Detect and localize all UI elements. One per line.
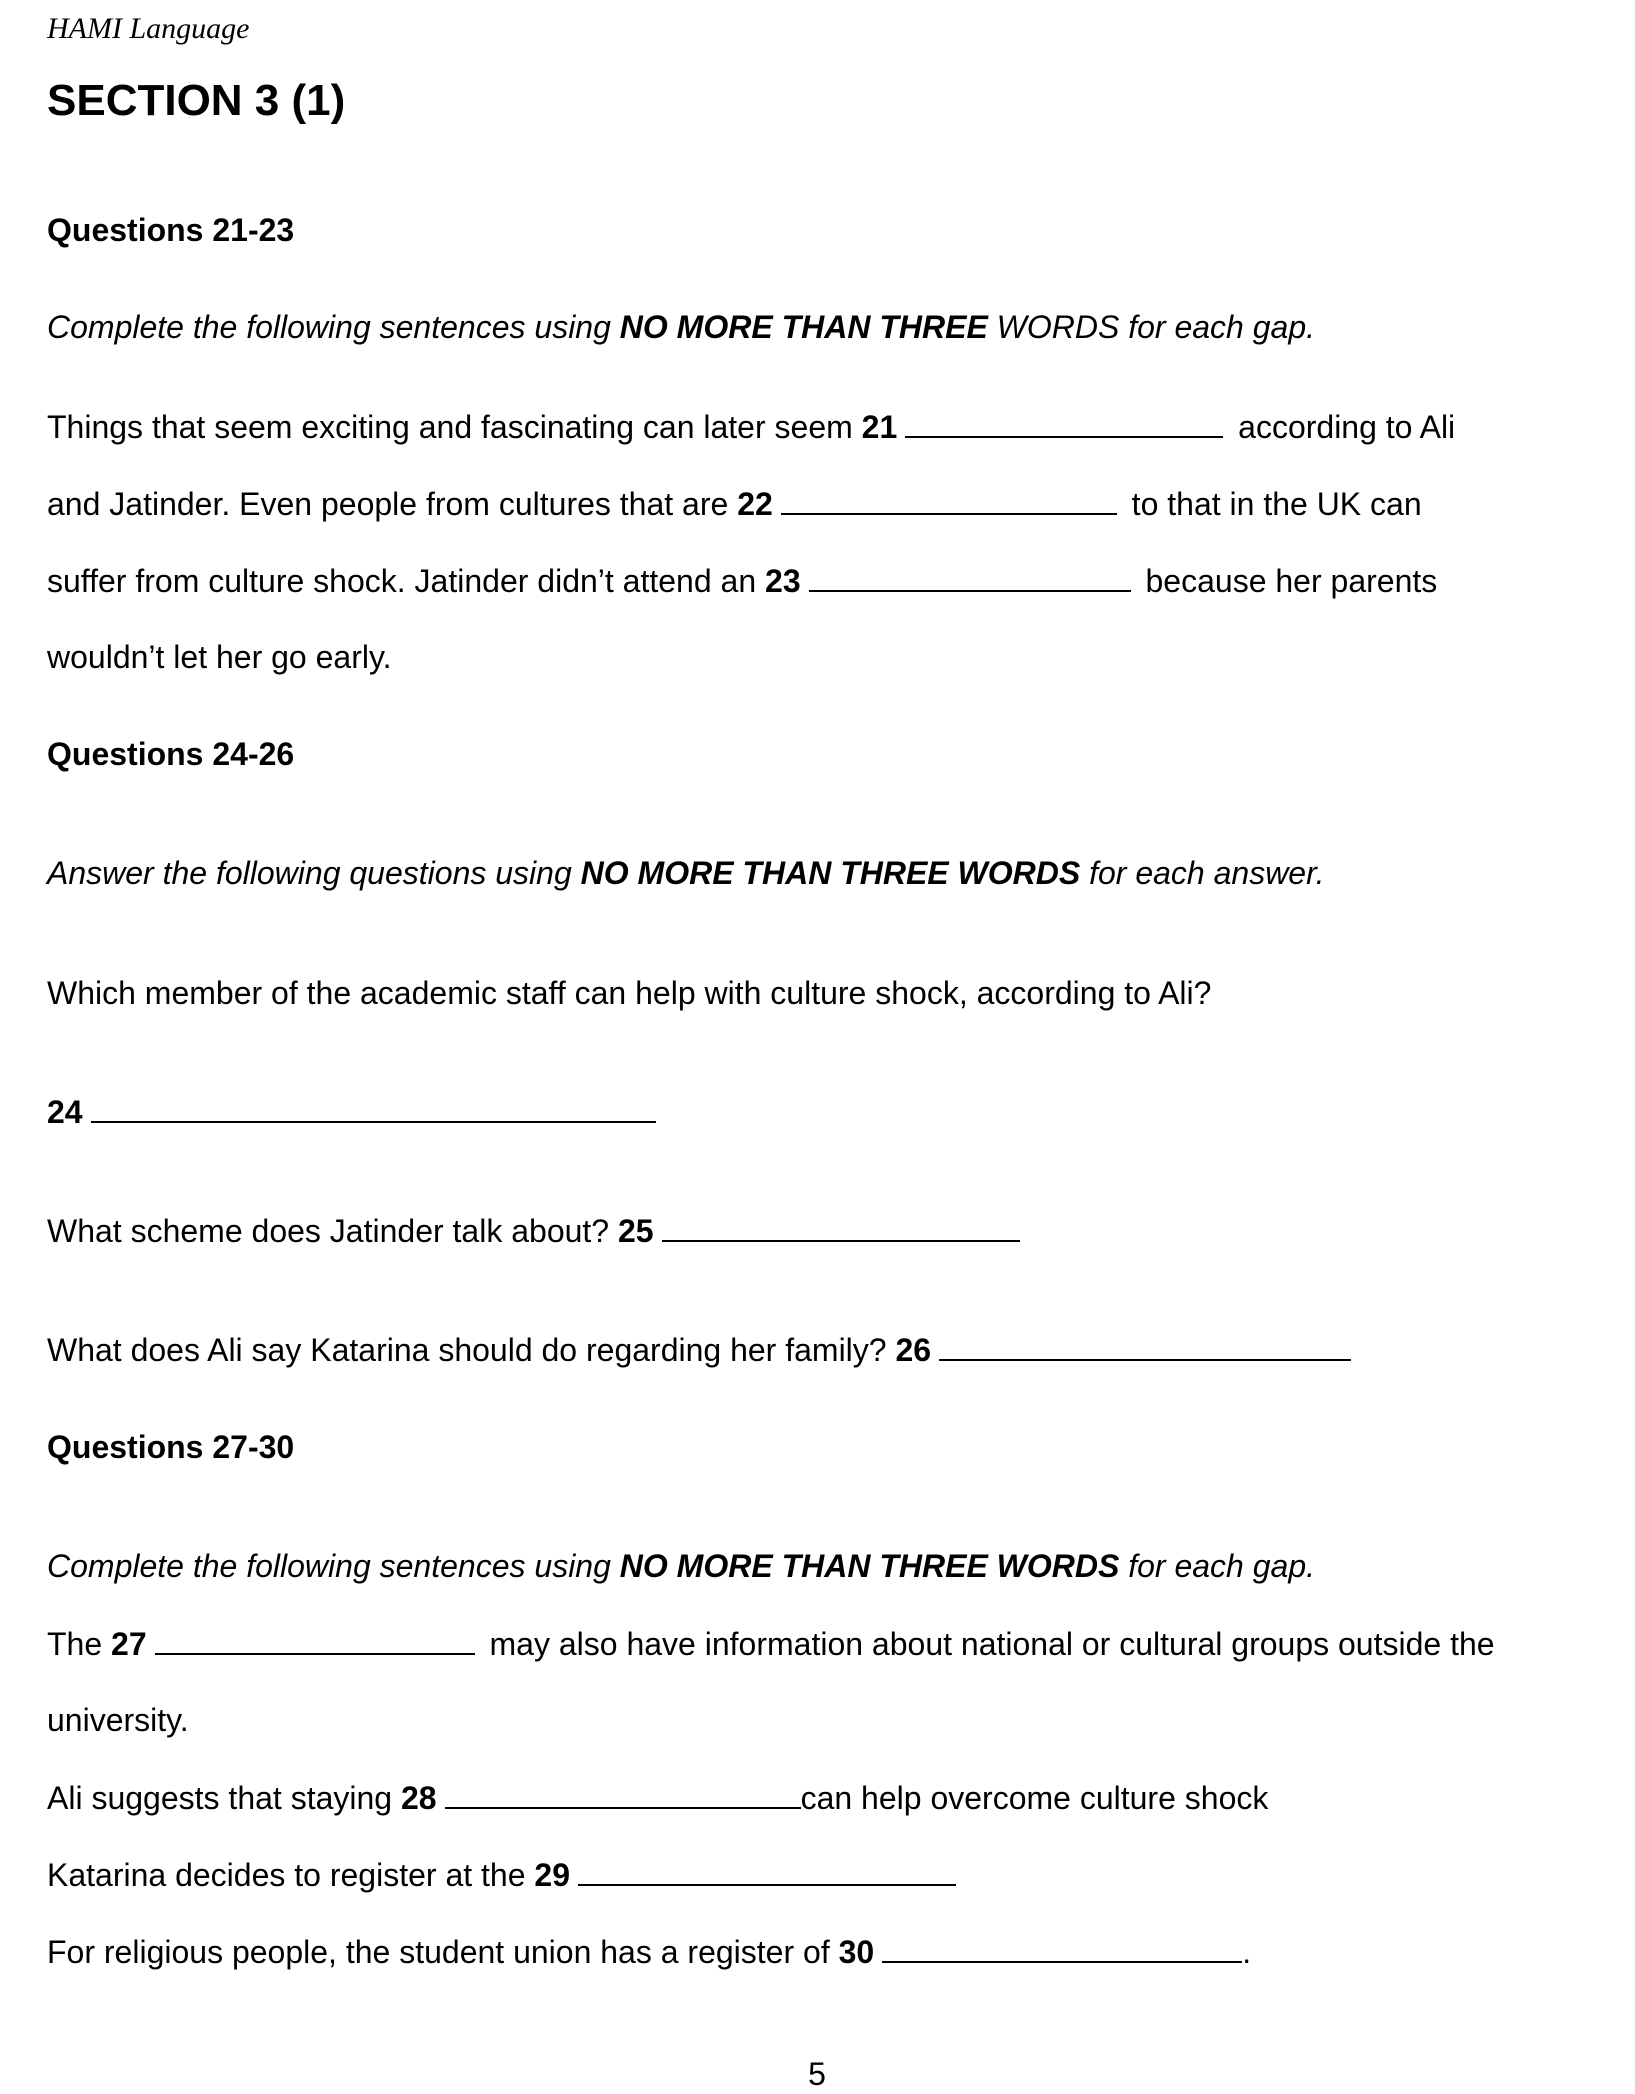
answer-blank-25[interactable] bbox=[662, 1210, 1020, 1242]
page-number: 5 bbox=[808, 2056, 826, 2092]
question-number-25: 25 bbox=[617, 1213, 654, 1249]
sentence-27-continued: university. bbox=[47, 1702, 189, 1738]
answer-blank-26[interactable] bbox=[939, 1329, 1351, 1361]
question-number-21: 21 bbox=[861, 409, 898, 445]
answer-blank-29[interactable] bbox=[578, 1854, 956, 1886]
questions-27-30-instructions: Complete the following sentences using NO MORE THAN THREE WORDS for each gap. bbox=[47, 1548, 1316, 1584]
question-number-22: 22 bbox=[737, 486, 773, 522]
answer-blank-27[interactable] bbox=[155, 1623, 475, 1655]
question-24-text: Which member of the academic staff can help with culture shock, according to Ali? bbox=[47, 975, 1212, 1011]
section-title: SECTION 3 (1) bbox=[47, 76, 346, 125]
question-25: What scheme does Jatinder talk about? 25 bbox=[47, 1210, 1026, 1251]
question-number-28: 28 bbox=[400, 1780, 437, 1816]
questions-27-30-heading: Questions 27-30 bbox=[47, 1429, 295, 1465]
answer-blank-30[interactable] bbox=[882, 1931, 1242, 1963]
questions-21-23-heading: Questions 21-23 bbox=[47, 212, 295, 248]
sentence-28: Ali suggests that staying 28 can help overcome culture shock bbox=[47, 1777, 1268, 1818]
answer-blank-28[interactable] bbox=[445, 1777, 801, 1809]
sentence-30: For religious people, the student union has a register of 30 . bbox=[47, 1931, 1251, 1972]
question-26: What does Ali say Katarina should do regarding her family? 26 bbox=[47, 1329, 1357, 1370]
answer-blank-24[interactable] bbox=[91, 1091, 656, 1123]
sentence-23: suffer from culture shock. Jatinder didn’t attend an 23 because her parents bbox=[47, 560, 1437, 601]
sentence-29: Katarina decides to register at the 29 bbox=[47, 1854, 962, 1895]
answer-line-24 bbox=[47, 1091, 662, 1132]
question-number-27: 27 bbox=[111, 1626, 147, 1662]
answer-blank-22[interactable] bbox=[781, 483, 1117, 515]
question-number-24: 24 bbox=[47, 1094, 83, 1130]
sentence-21: Things that seem exciting and fascinating can later seem 21 according to Ali bbox=[47, 406, 1455, 447]
answer-blank-21[interactable] bbox=[905, 406, 1223, 438]
question-number-26: 26 bbox=[895, 1332, 932, 1368]
page-header: HAMI Language bbox=[47, 12, 250, 45]
questions-21-23-instructions: Complete the following sentences using NO MORE THAN THREE WORDS for each gap. bbox=[47, 309, 1316, 345]
questions-24-26-instructions: Answer the following questions using NO MORE THAN THREE WORDS for each answer. bbox=[47, 855, 1325, 891]
question-number-30: 30 bbox=[838, 1934, 875, 1970]
question-number-23: 23 bbox=[765, 563, 801, 599]
answer-blank-23[interactable] bbox=[809, 560, 1131, 592]
sentence-27: The 27 may also have information about national or cultural groups outside the bbox=[47, 1623, 1495, 1664]
questions-24-26-heading: Questions 24-26 bbox=[47, 736, 295, 772]
sentence-23-continued: wouldn’t let her go early. bbox=[47, 639, 392, 675]
sentence-22: and Jatinder. Even people from cultures that are 22 to that in the UK can bbox=[47, 483, 1422, 524]
question-number-29: 29 bbox=[534, 1857, 570, 1893]
